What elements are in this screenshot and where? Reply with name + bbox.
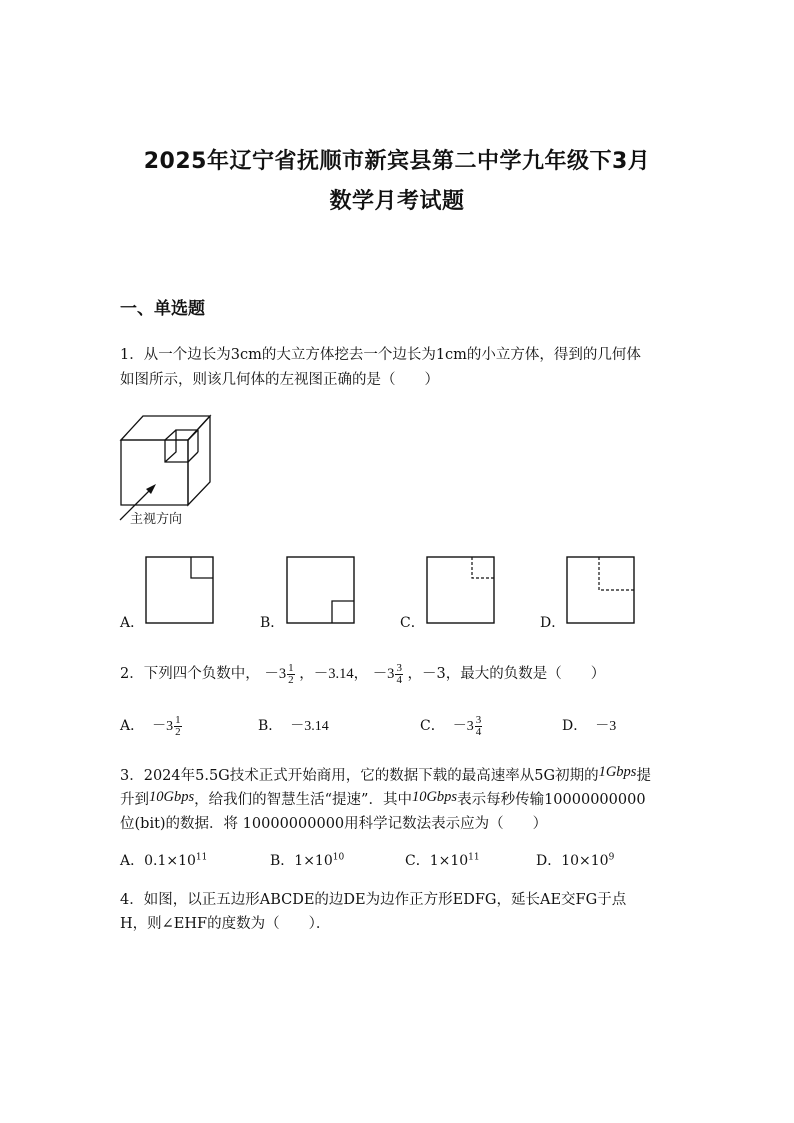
q4-text-line2: H，则∠EHF的度数为（ ）． [120, 916, 331, 932]
q3-text-line3: 位(bit)的数据．将 10000000000用科学记数法表示应为（ ） [120, 816, 548, 832]
q3-option-a: A．$0.1\times 10^{11}$ [120, 852, 208, 869]
q2-option-c: C． －3 $\frac{3}{4}$ [420, 714, 482, 739]
q3-option-c: C．$1\times 10^{11}$ [405, 852, 480, 869]
option-d-figure [566, 556, 636, 624]
q2-option-d: D． －3 [562, 718, 617, 734]
q3-text-line1: 3．2024年5.5G技术正式开始商用，它的数据下载的最高速率从5G初期的1Gbps提 [120, 764, 651, 784]
option-a-figure [145, 556, 215, 624]
q2-option-a: A． －3 $\frac{1}{2}$ [120, 714, 181, 739]
q4-text-line1: 4．如图，以正五边形ABCDE的边DE为边作正方形EDFG，延长AE交FG于点 [120, 892, 627, 908]
page-title-line1: 2025年辽宁省抚顺市新宾县第二中学九年级下3月 [143, 149, 651, 174]
section-heading: 一、单选题 [120, 299, 205, 319]
figure-view-label: 主视方向 [130, 512, 183, 527]
option-a-label: A． [120, 615, 145, 631]
q1-text-line1: 1．从一个边长为3cm的大立方体挖去一个边长为1cm的小立方体，得到的几何体 [120, 347, 641, 363]
q2-number-3: －3 $\frac{3}{4}$ [372, 662, 402, 687]
option-d-label: D． [540, 615, 566, 631]
option-c-label: C． [400, 615, 425, 631]
q3-option-d: D．$10\times 10^9$ [536, 852, 615, 869]
option-b-label: B． [260, 615, 285, 631]
option-c-figure [426, 556, 496, 624]
q3-option-b: B．$1\times 10^{10}$ [270, 852, 345, 869]
q2-number-2: ，－3.14， [299, 666, 369, 682]
q2-option-b: B． －3.14 [258, 718, 329, 734]
q2-number-1: －3 $\frac{1}{2}$ [264, 662, 294, 687]
q1-text-line2: 如图所示，则该几何体的左视图正确的是（ ） [120, 372, 439, 388]
page-title-line2: 数学月考试题 [329, 189, 465, 214]
q2-suffix: ，－3，最大的负数是（ ） [407, 666, 606, 682]
q2-text [120, 656, 605, 692]
q2-prefix: 2．下列四个负数中， [120, 666, 260, 682]
option-b-figure [286, 556, 356, 624]
q3-text-line2: 升到10Gbps，给我们的智慧生活“提速”．其中10Gbps表示每秒传输10000000000 [120, 789, 646, 808]
